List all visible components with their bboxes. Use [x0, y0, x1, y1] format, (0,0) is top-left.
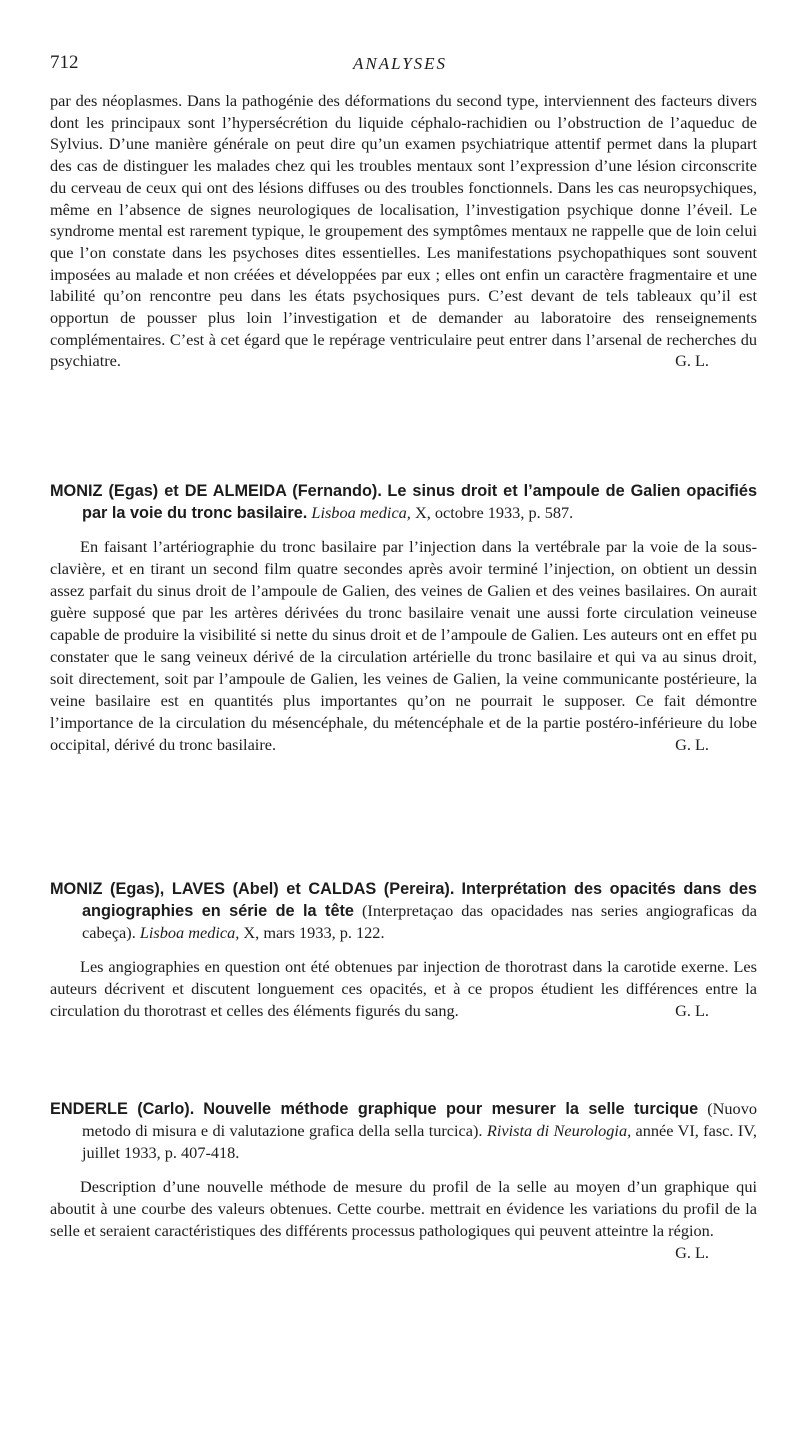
entry-journal: Lisboa medica,: [139, 923, 240, 942]
entry-heading: [50, 878, 757, 944]
entry-body: En faisant l’artériographie du tronc basilaire par l’injection dans la vertébrale par la voie de la sous-clavière, et en tirant un second film quatre secondes après avoir terminé l’injection, on obtient un dessin assez parfait du sinus droit de l’ampoule de Galien, des veines de Galien et des veines basilaires. On aurait guère supposé que par les artères dérivées du tronc basilaire venait une aussi forte circulation veineuse capable de produire la visibilité si nette du sinus droit et de l’ampoule de Galien. Les auteurs ont en effet pu constater que le sang veineux dérivé de la circulation artérielle du tronc basilaire et qui va au sinus droit, soit directement, soit par l’ampoule de Galien, les veines de Galien, la veine communicante postérieure, la veine basilaire est en quantités plus importantes qu’on ne pourrait le supposer. Ce fait démontre l’importance de la circulation du mésencéphale, du métencéphale et de la partie postéro-inférieure du lobe occipital, dérivé du tronc basilaire.: [50, 537, 757, 754]
entry-title: Nouvelle méthode graphique pour mesurer la selle turcique: [203, 1100, 699, 1118]
entry-original-title: (Nuovo metodo di misura e di valutazione grafica della sella turcica).: [82, 1099, 757, 1140]
review-entry: [50, 1098, 757, 1264]
intro-signature: G. L.: [675, 351, 709, 371]
entry-reference: X, mars 1933, p. 122.: [243, 923, 385, 942]
entry-heading: [50, 480, 757, 524]
intro-paragraph: [50, 90, 757, 372]
entry-authors: MONIZ (Egas) et DE ALMEIDA (Fernando).: [50, 482, 382, 500]
entry-text: [50, 536, 757, 756]
page-header: [50, 52, 750, 78]
entry-body: Description d’une nouvelle méthode de mesure du profil de la selle au moyen d’un graphique qui aboutit à une courbe des valeurs obtenues. Cette courbe. mettrait en évidence les variations du profil de la selle et seraient caractéristiques des différents processus pathologiques qui peuvent atteintre la région.: [50, 1177, 757, 1240]
page-number: 712: [50, 52, 79, 73]
entry-authors: MONIZ (Egas), LAVES (Abel) et CALDAS (Pereira).: [50, 880, 455, 898]
entry-heading: [50, 1098, 757, 1164]
intro-text: par des néoplasmes. Dans la pathogénie des déformations du second type, interviennent des facteurs divers dont les principaux sont l’hypersécrétion du liquide céphalo-rachidien ou l’obstruction de l’aqueduc de Sylvius. D’une manière générale on peut dire qu’un examen psychiatrique attentif permet dans la plupart des cas de distinguer les malades chez qui les troubles mentaux sont l’expression d’une lésion circonscrite du cerveau de ceux qui ont des lésions diffuses ou des troubles fonctionnels. Dans les cas neuropsychiques, même en l’absence de signes neurologiques de localisation, l’investigation psychique donne l’éveil. Le syndrome mental est rarement typique, le groupement des symptômes mentaux ne rappelle que de loin celui que l’on constate dans les psychoses dites essentielles. Les manifestations psychopathiques sont souvent imposées au malade et non créées et développées par eux ; elles ont enfin un caractère fragmentaire et une labilité qu’on rencontre peu dans les états psychosiques purs. C’est devant de tels tableaux qu’il est opportun de pousser plus loin l’investigation et de demander au laboratoire des renseignements complémentaires. C’est à cet égard que le repérage ventriculaire peut entrer dans l’arsenal de recherches du psychiatre.: [50, 91, 757, 371]
entry-original-title: (Interpretaçao das opacidades nas series angiograficas da cabeça).: [82, 901, 758, 942]
entry-text: [50, 956, 757, 1022]
entry-signature: G. L.: [675, 735, 709, 754]
entry-reference: année VI, fasc. IV, juillet 1933, p. 407-418.: [82, 1121, 757, 1162]
entry-signature: G. L.: [675, 1001, 709, 1020]
entry-authors: ENDERLE (Carlo).: [50, 1100, 195, 1118]
intro-section: [50, 90, 757, 372]
entry-journal: Rivista di Neurologia,: [486, 1121, 632, 1140]
entry-journal: Lisboa medica,: [311, 503, 411, 522]
running-title: ANALYSES: [352, 54, 448, 73]
entry-title: Le sinus droit et l’ampoule de Galien opacifiés par la voie du tronc basilaire.: [82, 482, 757, 522]
review-entry: [50, 480, 757, 756]
entry-signature: G. L.: [675, 1243, 709, 1262]
entry-body: Les angiographies en question ont été obtenues par injection de thorotrast dans la carotide exerne. Les auteurs décrivent et discutent longuement ces opacités, et à ce propos étudient les différences entre la circulation du thorotrast et celles des éléments figurés du sang.: [50, 957, 757, 1020]
review-entry: [50, 878, 757, 1022]
entry-text: [50, 1176, 757, 1262]
entry-title: Interprétation des opacités dans des angiographies en série de la tête: [82, 880, 757, 920]
entry-reference: X, octobre 1933, p. 587.: [414, 503, 574, 522]
